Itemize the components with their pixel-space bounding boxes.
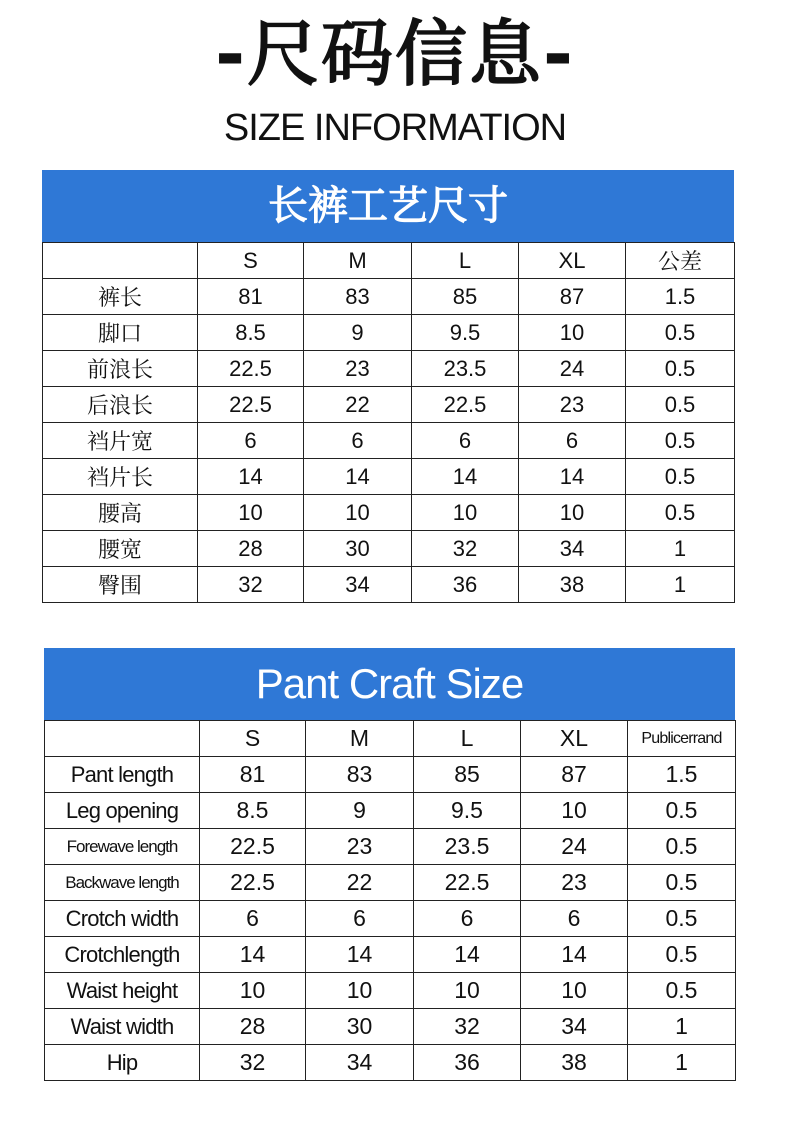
table-cell: 85 [412,279,519,315]
table-cell: 10 [306,973,414,1009]
table-cell: 1 [626,531,735,567]
table-row [43,567,735,603]
table-cell: 14 [304,459,412,495]
table-cell: 22.5 [200,865,306,901]
table-cell: 23 [304,351,412,387]
table-cell: 9 [304,315,412,351]
table-cell: 10 [414,973,521,1009]
header-cell-l: L [414,721,521,757]
row-label: 腰宽 [43,531,198,567]
header-cell-m: M [306,721,414,757]
table-cell: 23 [306,829,414,865]
table-cell: 9 [306,793,414,829]
table-cell: 6 [304,423,412,459]
table-cell: 38 [521,1045,628,1081]
size-table-cn-block [42,170,734,603]
row-label: 裆片宽 [43,423,198,459]
table-cell: 0.5 [628,865,736,901]
table-cell: 14 [414,937,521,973]
table-cell: 23.5 [414,829,521,865]
table-row [43,387,735,423]
table-cell: 0.5 [626,387,735,423]
table-cell: 9.5 [414,793,521,829]
table-cell: 81 [200,757,306,793]
table-cell: 81 [198,279,304,315]
table-cell: 34 [519,531,626,567]
table-cell: 1 [628,1009,736,1045]
row-label: 臀围 [43,567,198,603]
table-cell: 23.5 [412,351,519,387]
table-cell: 10 [198,495,304,531]
table-cell: 6 [200,901,306,937]
row-label: 脚口 [43,315,198,351]
row-label: 前浪长 [43,351,198,387]
table-row [45,757,736,793]
table-cell: 0.5 [628,937,736,973]
header-cell-corner [45,721,200,757]
row-label: Pant length [45,757,200,793]
row-label: Crotch width [45,901,200,937]
table-cell: 1.5 [626,279,735,315]
header-cell-s: S [198,243,304,279]
table-cell: 10 [521,793,628,829]
table-cell: 8.5 [198,315,304,351]
table-cell: 1.5 [628,757,736,793]
table-cell: 1 [626,567,735,603]
table-cell: 34 [306,1045,414,1081]
table-row [43,531,735,567]
table-cell: 0.5 [626,495,735,531]
table-cell: 14 [519,459,626,495]
table-cell: 34 [521,1009,628,1045]
table-cell: 9.5 [412,315,519,351]
row-label: Leg opening [45,793,200,829]
table-header-row [43,243,735,279]
table-cell: 22 [306,865,414,901]
table-row [45,1009,736,1045]
table-row [43,279,735,315]
table-cell: 0.5 [628,829,736,865]
header-cell-l: L [412,243,519,279]
table-cell: 6 [198,423,304,459]
table-cell: 83 [304,279,412,315]
table-cell: 22.5 [200,829,306,865]
table-cell: 22.5 [412,387,519,423]
table-cell: 0.5 [626,351,735,387]
table-row [43,315,735,351]
table-cn-title: 长裤工艺尺寸 [42,170,734,242]
table-cell: 24 [521,829,628,865]
table-cell: 32 [198,567,304,603]
table-cell: 22.5 [198,351,304,387]
table-row [45,829,736,865]
size-table-en [44,720,736,1081]
table-cell: 1 [628,1045,736,1081]
row-label: Forewave length [45,829,200,865]
table-row [43,459,735,495]
table-cell: 28 [198,531,304,567]
table-row [45,793,736,829]
header-cell-m: M [304,243,412,279]
table-cell: 0.5 [628,973,736,1009]
row-label: 腰高 [43,495,198,531]
table-cell: 87 [521,757,628,793]
table-cell: 6 [306,901,414,937]
table-row [43,423,735,459]
table-cell: 10 [521,973,628,1009]
table-cell: 0.5 [628,793,736,829]
table-cell: 10 [304,495,412,531]
header-cell-corner [43,243,198,279]
table-cell: 14 [198,459,304,495]
table-cell: 34 [304,567,412,603]
table-cell: 10 [412,495,519,531]
table-row [45,865,736,901]
table-cell: 83 [306,757,414,793]
header-cell-tolerance: Publicerrand [628,721,736,757]
table-cell: 23 [521,865,628,901]
row-label: 裤长 [43,279,198,315]
size-table-cn [42,242,735,603]
table-cell: 87 [519,279,626,315]
table-cell: 6 [521,901,628,937]
table-cell: 36 [414,1045,521,1081]
row-label: Waist width [45,1009,200,1045]
table-cell: 14 [521,937,628,973]
table-cell: 0.5 [626,315,735,351]
table-cell: 14 [412,459,519,495]
table-cell: 38 [519,567,626,603]
table-cell: 30 [304,531,412,567]
table-row [45,937,736,973]
table-cell: 36 [412,567,519,603]
table-row [45,1045,736,1081]
table-cell: 8.5 [200,793,306,829]
row-label: Hip [45,1045,200,1081]
row-label: Waist height [45,973,200,1009]
table-cell: 6 [519,423,626,459]
table-cell: 10 [519,315,626,351]
page-title-cn: -尺码信息- [215,12,575,96]
table-cell: 30 [306,1009,414,1045]
table-cell: 24 [519,351,626,387]
header-cell-xl: XL [521,721,628,757]
table-row [45,973,736,1009]
table-cell: 0.5 [628,901,736,937]
row-label: Crotchlength [45,937,200,973]
table-cell: 28 [200,1009,306,1045]
table-cell: 6 [412,423,519,459]
table-en-title: Pant Craft Size [44,648,735,720]
table-cell: 6 [414,901,521,937]
table-cell: 0.5 [626,459,735,495]
row-label: 后浪长 [43,387,198,423]
page-title-en: SIZE INFORMATION [223,107,567,149]
header-cell-xl: XL [519,243,626,279]
table-cell: 22 [304,387,412,423]
table-cell: 32 [200,1045,306,1081]
table-cell: 22.5 [198,387,304,423]
header-cell-s: S [200,721,306,757]
table-cell: 23 [519,387,626,423]
table-cell: 0.5 [626,423,735,459]
table-cell: 14 [200,937,306,973]
header-cell-tolerance: 公差 [626,243,735,279]
table-row [45,901,736,937]
size-table-en-block [44,648,735,1081]
row-label: 裆片长 [43,459,198,495]
table-row [43,351,735,387]
table-cell: 10 [200,973,306,1009]
table-cell: 32 [412,531,519,567]
table-header-row [45,721,736,757]
table-row [43,495,735,531]
table-cell: 85 [414,757,521,793]
table-cell: 22.5 [414,865,521,901]
table-cell: 32 [414,1009,521,1045]
table-cell: 14 [306,937,414,973]
table-cell: 10 [519,495,626,531]
row-label: Backwave length [45,865,200,901]
